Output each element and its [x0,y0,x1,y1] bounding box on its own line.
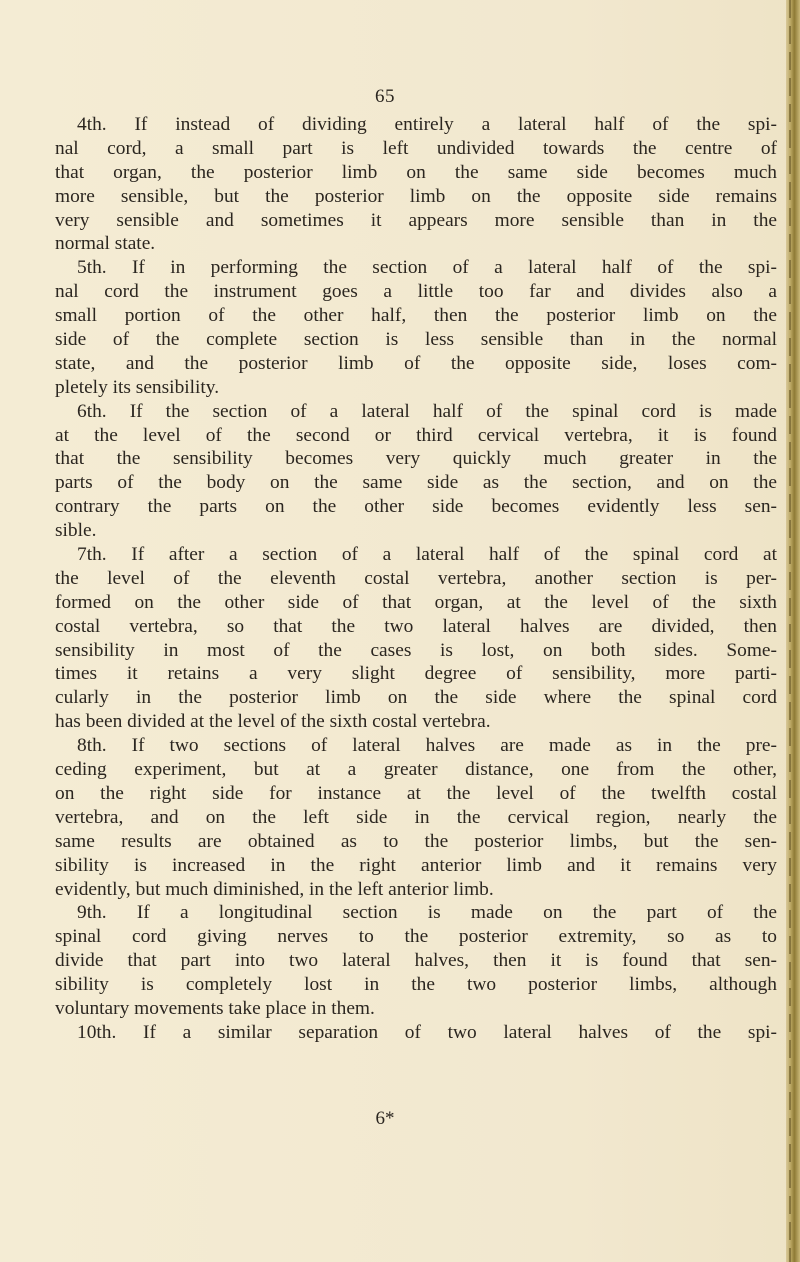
page-binding-edge [786,0,800,1262]
text-line: spinal cord giving nerves to the posterior extremity, so as to [55,926,777,948]
text-line: very sensible and sometimes it appears more sensible than in the [55,209,777,231]
text-line: the level of the eleventh costal vertebra, another section is per- [55,567,777,589]
text-line: small portion of the other half, then the posterior limb on the [55,305,777,327]
text-line: divide that part into two lateral halves, then it is found that sen- [55,950,777,972]
text-line: vertebra, and on the left side in the cervical region, nearly the [55,806,777,828]
text-line: more sensible, but the posterior limb on the opposite side remains [55,185,777,207]
text-line: on the right side for instance at the level of the twelfth costal [55,782,777,804]
text-line: sible. [55,520,97,542]
text-line: 7th. If after a section of a lateral half of the spinal cord at [77,544,777,566]
text-line: has been divided at the level of the sixth costal vertebra. [55,711,491,733]
text-line: sibility is completely lost in the two posterior limbs, although [55,974,777,996]
text-line: contrary the parts on the other side becomes evidently less sen- [55,496,777,518]
text-line: evidently, but much diminished, in the left anterior limb. [55,878,494,900]
printer-signature-mark: 6* [375,1108,395,1129]
text-line: state, and the posterior limb of the opposite side, loses com- [55,352,777,374]
text-line: formed on the other side of that organ, at the level of the sixth [55,591,777,613]
text-line: same results are obtained as to the posterior limbs, but the sen- [55,830,777,852]
text-line: ceding experiment, but at a greater distance, one from the other, [55,759,777,781]
text-line: that organ, the posterior limb on the same side becomes much [55,161,777,183]
text-line: side of the complete section is less sensible than in the normal [55,329,777,351]
text-line: 4th. If instead of dividing entirely a lateral half of the spi- [77,114,777,135]
text-line: 10th. If a similar separation of two lateral halves of the spi- [77,1021,777,1043]
text-line: parts of the body on the same side as the section, and on the [55,472,777,494]
text-line: sensibility in most of the cases is lost, on both sides. Some- [55,639,777,661]
text-line: times it retains a very slight degree of sensibility, more parti- [55,663,777,685]
text-line: 5th. If in performing the section of a lateral half of the spi- [77,257,777,279]
text-line: at the level of the second or third cervical vertebra, it is found [55,424,777,446]
body-text [55,113,777,1045]
text-line: normal state. [55,233,156,255]
text-line: cularly in the posterior limb on the side where the spinal cord [55,687,777,709]
text-line: sibility is increased in the right anterior limb and it remains very [55,854,777,876]
text-line: nal cord the instrument goes a little too far and divides also a [55,281,777,303]
page-number: 65 [375,86,395,107]
text-line: 6th. If the section of a lateral half of the spinal cord is made [77,400,777,422]
text-line: nal cord, a small part is left undivided towards the centre of [55,137,777,159]
text-line: 9th. If a longitudinal section is made on the part of the [77,902,777,924]
text-line: that the sensibility becomes very quickly much greater in the [55,448,777,470]
text-line: costal vertebra, so that the two lateral halves are divided, then [55,615,777,637]
text-line: pletely its sensibility. [55,376,220,398]
text-line: voluntary movements take place in them. [55,997,375,1019]
text-line: 8th. If two sections of lateral halves are made as in the pre- [77,735,777,757]
